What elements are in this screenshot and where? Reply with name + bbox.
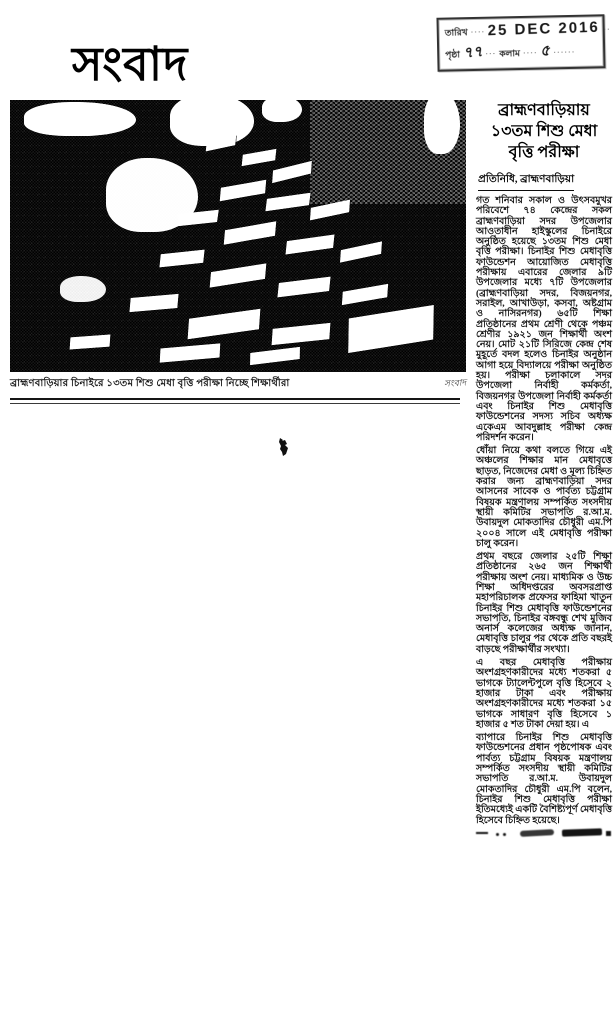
article-paragraph: ব্যাপারে চিনাইর শিশু মেধাবৃত্তি ফাউন্ডেশনের প্রধান পৃষ্ঠপোষক এবং পার্বত্য চট্টগ্রাম বিষয়ক মন্ত্রণালয় সম্পর্কিত সংসদীয় স্থায়ী কমিটির সভাপতি র.আ.ম. উবায়দুল মোকতাদির চৌধুরী এম.পি বলেন, চিনাইর শিশু মেধাবৃত্তি পরীক্ষা ইতিমধ্যেই একটি বৈশিষ্ট্যপূর্ণ মেধাবৃত্তি হিসেবে চিহ্নিত হয়েছে। [476, 733, 612, 826]
headline-line: বৃত্তি পরীক্ষা [508, 144, 580, 161]
article-photo [10, 100, 466, 372]
masthead-title: সংবাদ [72, 38, 189, 91]
article-byline: প্রতিনিধি, ব্রাহ্মণবাড়িয়া [478, 172, 574, 191]
article-paragraph: এ বছর মেধাবৃত্তি পরীক্ষায় অংশগ্রহণকারীদের মধ্যে শতকরা ৫ ভাগকে ট্যালেন্টপুলে বৃত্তি হিসেবে ২ হাজার টাকা এবং পরীক্ষায় অংশগ্রহণকারীদের মধ্যে শতকরা ১৫ ভাগকে সাধারণ বৃত্তি হিসেবে ১ হাজার ৫ শত টাকা দেয়া হয়। এ [476, 658, 612, 730]
stamp-date-value: 25 DEC 2016 [487, 19, 601, 40]
stamp-column-value: ৫ [539, 42, 551, 60]
photo-caption: ব্রাহ্মণবাড়িয়ার চিনাইরে ১৩তম শিশু মেধা বৃত্তি পরীক্ষা নিচ্ছে শিক্ষার্থীরা [10, 378, 290, 389]
stamp-page-label: পৃষ্ঠা [445, 49, 460, 60]
photo-credit: সংবাদ [443, 377, 467, 389]
article-end-smudge [476, 829, 612, 839]
headline-line: ব্রাহ্মণবাড়িয়ায় [498, 102, 590, 119]
dotted-leader: ······ [553, 47, 576, 58]
article-paragraph: গত শনিবার সকাল ও উৎসবমুখর পরিবেশে ৭৪ কেন্দ্রের সকল ব্রাহ্মণবাড়িয়া সদর উপজেলার আওতাধীন হাইস্কুলের চিনাইরে অনুষ্ঠিত হয়েছে ১৩তম শিশু মেধা বৃত্তি পরীক্ষা। চিনাইর শিশু মেধাবৃত্তি ফাউন্ডেশন আয়োজিত মেধাবৃত্তি পরীক্ষায় এবারের জেলার ৯টি উপজেলার মধ্যে ৭টি উপজেলার (ব্রাহ্মণবাড়িয়া সদর, বিজয়নগর, সরাইল, আখাউড়া, কসবা, অষ্টগ্রাম ও নাসিরনগর) ৬৫টি শিক্ষা প্রতিষ্ঠানের প্রথম শ্রেণী থেকে পঞ্চম শ্রেণীর ১৯২১ জন শিক্ষার্থী অংশ নেয়। মোট ২১টি সিরিজে কেন্দ্র শেষ মুহূর্তে বদল হলেও চিনাইর অনুষ্ঠান আগা হয়ে বিদ্যালয়ে পরীক্ষা অনুষ্ঠিত হয়। পরীক্ষা চলাকালে সদর উপজেলা নির্বাহী কর্মকর্তা, বিজয়নগর উপজেলা নির্বাহী কর্মকর্তা এবং চিনাইর শিশু মেধাবৃত্তি ফাউন্ডেশনের সদস্য সচিব অধ্যক্ষ একেএম আবদুল্লাহ পরীক্ষা কেন্দ্র পরিদর্শন করেন। [476, 196, 612, 443]
headline-line: ১৩তম শিশু মেধা [490, 123, 598, 140]
article-paragraph: ধোঁয়া নিয়ে কথা বলতে গিয়ে এই অঞ্চলের শিক্ষার মান মেধাবৃত্তে ছাড়ত, নিজেদের মেধা ও মূল্য চিহ্নিত করার জন্য ব্রাহ্মণবাড়িয়া সদর আসনের সাবেক ও পার্বত্য চট্টগ্রাম বিষয়ক মন্ত্রণালয় সম্পর্কিত সংসদীয় স্থায়ী কমিটির সভাপতি র.আ.ম. উবায়দুল মোকতাদির চৌধুরী এম.পি ২০০৪ সালে এই মেধাবৃত্তি পরীক্ষা চালু করেন। [476, 446, 612, 549]
stamp-date-label: তারিখ [444, 27, 468, 38]
article-body [476, 196, 612, 826]
stamp-page-value: ৭৭ [462, 43, 483, 62]
article-column [476, 100, 612, 839]
stamp-column-label: কলাম [499, 47, 521, 59]
stamp-page-row [445, 38, 597, 66]
dotted-leader: ···· [522, 48, 538, 58]
caption-divider [10, 398, 460, 404]
ink-blot-shape [277, 437, 293, 461]
dotted-leader: ·· [603, 25, 611, 35]
halftone-texture [10, 100, 466, 372]
ink-blot [277, 437, 293, 461]
article-headline [476, 100, 612, 163]
photo-caption-row [10, 376, 466, 393]
dotted-leader: ··· [485, 49, 497, 59]
date-stamp [436, 14, 611, 72]
dotted-leader: ···· [470, 27, 486, 38]
article-paragraph: প্রথম বছরে জেলার ২৫টি শিক্ষা প্রতিষ্ঠানের ২৬৫ জন শিক্ষার্থী পরীক্ষায় অংশ নেয়। মাধ্যমিক ও উচ্চ শিক্ষা অধিদপ্তরের অবসরপ্রাপ্ত মহাপরিচালক প্রফেসর ফাহিমা খাতুন চিনাইর শিশু মেধাবৃত্তি ফাউন্ডেশনের সভাপতি, চিনাইর বঙ্গবন্ধু শেখ মুজিব অনার্স কলেজের অধ্যক্ষ জানান, মেধাবৃত্তি চালুর পর থেকে প্রতি বছরই বাড়ছে পরীক্ষার্থীর সংখ্যা। [476, 552, 612, 655]
